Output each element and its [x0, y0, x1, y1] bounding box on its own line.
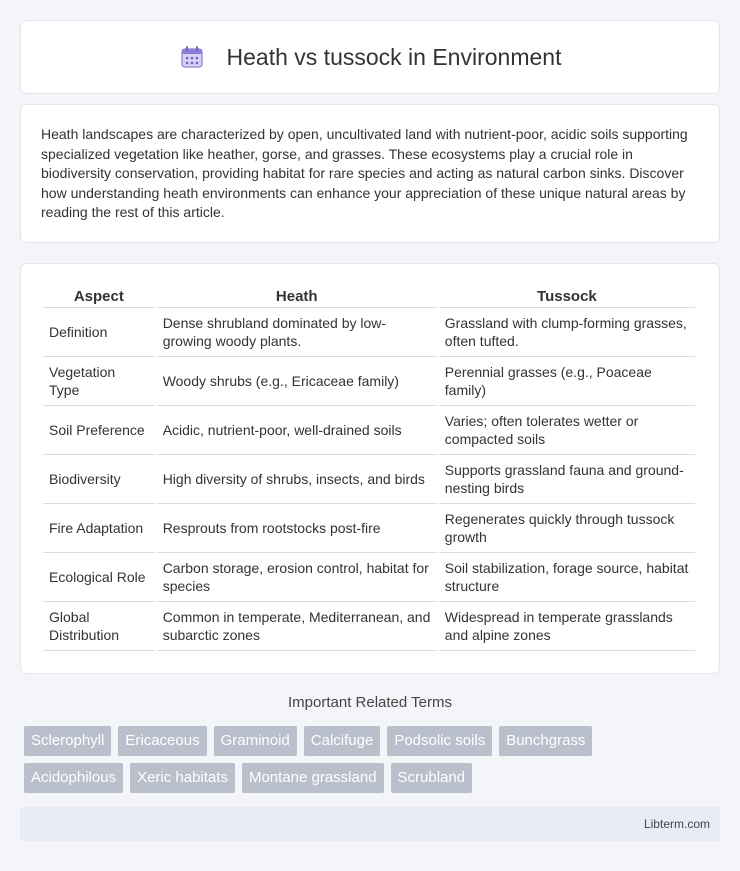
header-card	[20, 20, 720, 94]
row-heath: Acidic, nutrient-poor, well-drained soils	[157, 406, 437, 455]
row-heath: Dense shrubland dominated by low-growing woody plants.	[157, 308, 437, 357]
table-row	[43, 406, 695, 455]
row-aspect: Global Distribution	[43, 602, 155, 651]
row-aspect: Biodiversity	[43, 455, 155, 504]
row-tussock: Widespread in temperate grasslands and alpine zones	[439, 602, 695, 651]
row-tussock: Perennial grasses (e.g., Poaceae family)	[439, 357, 695, 406]
row-aspect: Vegetation Type	[43, 357, 155, 406]
tag-ericaceous[interactable]: Ericaceous	[118, 726, 206, 756]
related-terms-tags	[24, 726, 724, 800]
row-tussock: Soil stabilization, forage source, habitat structure	[439, 553, 695, 602]
footer	[20, 807, 720, 841]
tag-sclerophyll[interactable]: Sclerophyll	[24, 726, 111, 756]
tag-xeric-habitats[interactable]: Xeric habitats	[130, 763, 235, 793]
row-heath: Common in temperate, Mediterranean, and subarctic zones	[157, 602, 437, 651]
table-row	[43, 602, 695, 651]
row-tussock: Regenerates quickly through tussock growth	[439, 504, 695, 553]
column-header-tussock: Tussock	[439, 284, 695, 308]
tag-montane-grassland[interactable]: Montane grassland	[242, 763, 384, 793]
row-aspect: Soil Preference	[43, 406, 155, 455]
tag-calcifuge[interactable]: Calcifuge	[304, 726, 381, 756]
footer-site-link[interactable]: Libterm.com	[643, 817, 710, 831]
row-heath: Woody shrubs (e.g., Ericaceae family)	[157, 357, 437, 406]
row-heath: High diversity of shrubs, insects, and birds	[157, 455, 437, 504]
page-title: Heath vs tussock in Environment	[226, 43, 562, 70]
comparison-table	[41, 284, 697, 651]
table-row	[43, 308, 695, 357]
tag-scrubland[interactable]: Scrubland	[391, 763, 473, 793]
row-tussock: Supports grassland fauna and ground-nesting birds	[439, 455, 695, 504]
column-header-heath: Heath	[157, 284, 437, 308]
table-row	[43, 553, 695, 602]
intro-paragraph: Heath landscapes are characterized by open, uncultivated land with nutrient-poor, acidic soils supporting specialized vegetation like heather, gorse, and grasses. These ecosystems play a crucial role in biodiversity conservation, providing habitat for rare species and acting as natural carbon sinks. Discover how understanding heath environments can enhance your appreciation of these unique natural areas by reading the rest of this article.	[41, 126, 688, 220]
tag-acidophilous[interactable]: Acidophilous	[24, 763, 123, 793]
row-aspect: Ecological Role	[43, 553, 155, 602]
tag-bunchgrass[interactable]: Bunchgrass	[499, 726, 592, 756]
calendar-icon	[179, 44, 205, 70]
tag-graminoid[interactable]: Graminoid	[214, 726, 297, 756]
table-row	[43, 504, 695, 553]
tag-podsolic-soils[interactable]: Podsolic soils	[387, 726, 492, 756]
comparison-table-card	[20, 263, 720, 674]
table-row	[43, 455, 695, 504]
row-heath: Resprouts from rootstocks post-fire	[157, 504, 437, 553]
row-aspect: Fire Adaptation	[43, 504, 155, 553]
column-header-aspect: Aspect	[43, 284, 155, 308]
row-tussock: Varies; often tolerates wetter or compacted soils	[439, 406, 695, 455]
intro-card	[20, 104, 720, 243]
row-heath: Carbon storage, erosion control, habitat for species	[157, 553, 437, 602]
row-tussock: Grassland with clump-forming grasses, often tufted.	[439, 308, 695, 357]
table-header-row	[43, 284, 695, 308]
row-aspect: Definition	[43, 308, 155, 357]
related-terms-title: Important Related Terms	[288, 694, 452, 711]
table-row	[43, 357, 695, 406]
